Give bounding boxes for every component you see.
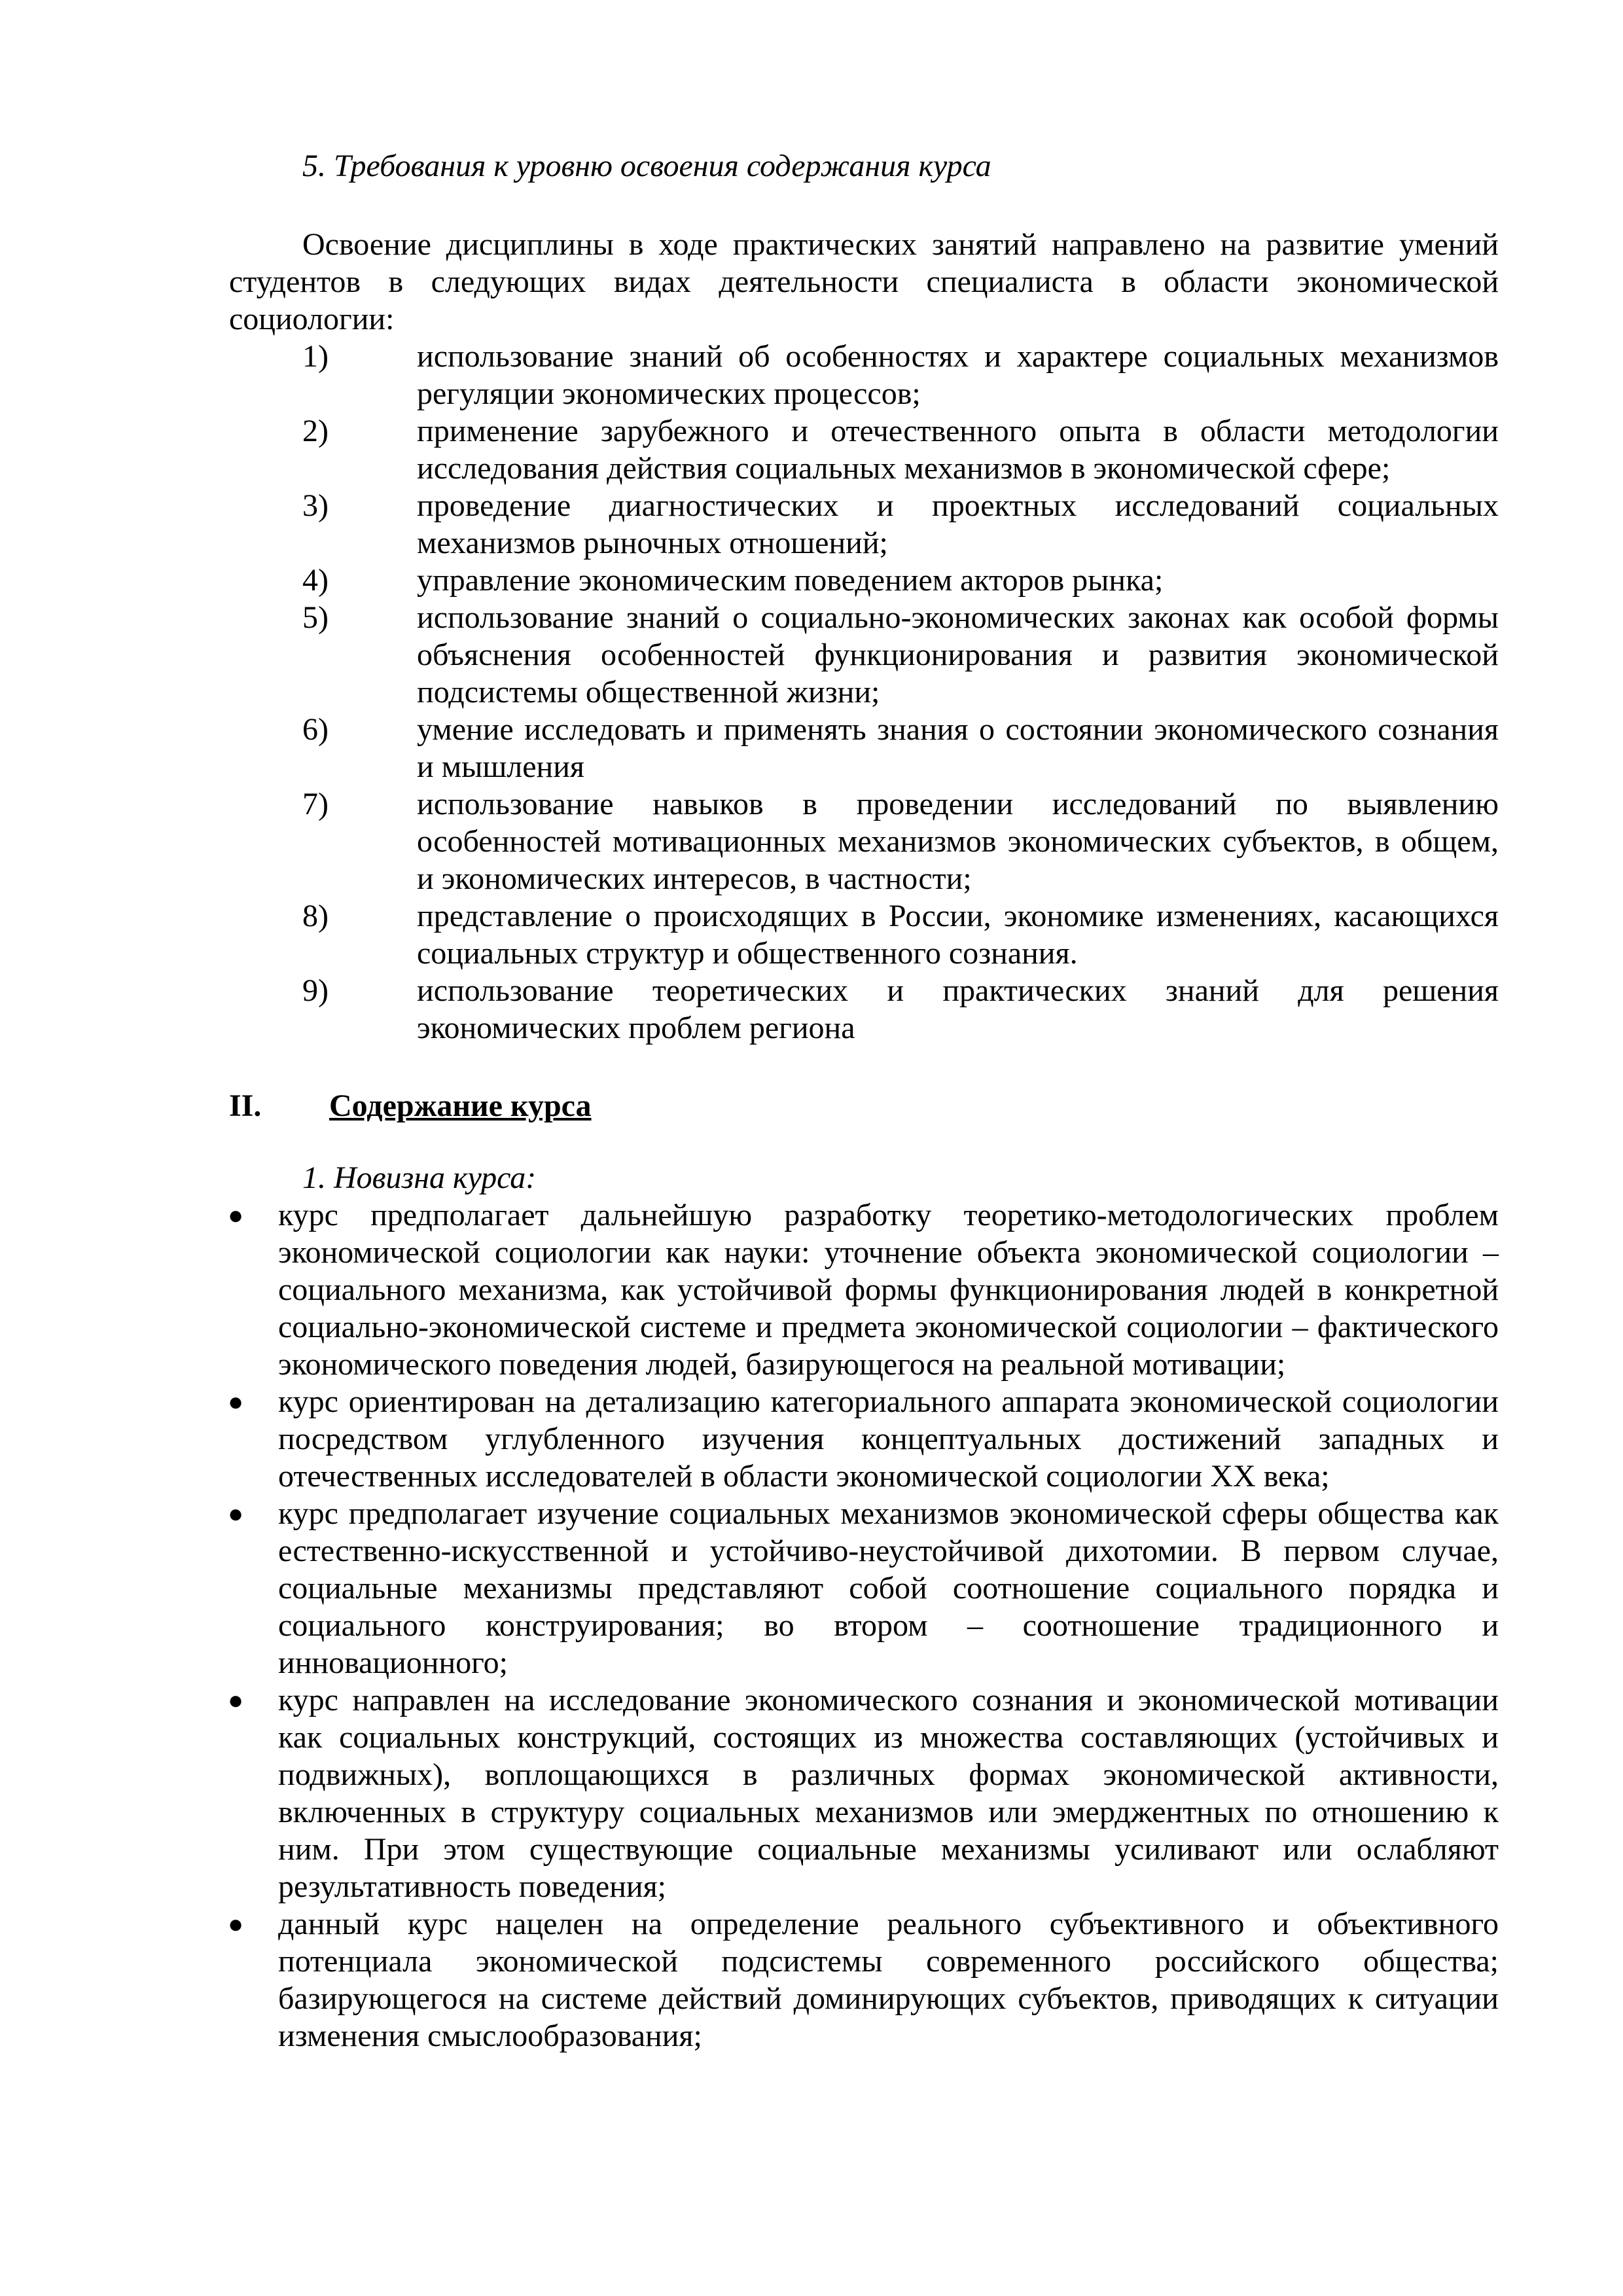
list-item-text: использование знаний о социально-экономических законах как особой формы объяснения особенностей функционирования и развития экономической подсистемы общественной жизни; [417,600,1499,709]
bullet-icon: ● [228,1200,244,1230]
list-item [229,785,1499,897]
list-item-number: 5) [302,600,329,635]
list-item-text: курс предполагает дальнейшую разработку теоретико-методологических проблем экономической социологии как науки: уточнение объекта экономической социологии – социального механизма, как устойчивой формы функционирования людей в конкретной социально-экономической системе и предмета экономической социологии – фактического экономического поведения людей, базирующегося на реальной мотивации; [278,1198,1499,1382]
skills-list [229,338,1499,1047]
list-item [229,1196,1499,1383]
list-item-text: курс ориентирован на детализацию категориального аппарата экономической социологии посредством углубленного изучения концептуальных достижений западных и отечественных исследователей в области экономической социологии XX века; [278,1384,1499,1494]
list-item-number: 7) [302,787,329,821]
list-item-text: данный курс нацелен на определение реального субъективного и объективного потенциала экономической подсистемы современного российского общества; базирующегося на системе действий доминирующих субъектов, приводящих к ситуации изменения смыслообразования; [278,1907,1499,2053]
bullet-icon: ● [228,1387,244,1416]
list-item-number: 4) [302,563,329,598]
list-item [229,562,1499,599]
list-item [229,487,1499,562]
list-item [229,972,1499,1047]
list-item [229,338,1499,412]
section-number: II. [229,1088,262,1123]
list-item-number: 3) [302,488,329,523]
list-item-text: проведение диагностических и проектных исследований социальных механизмов рыночных отношений; [417,488,1499,560]
list-item [229,711,1499,785]
bullet-icon: ● [228,1499,244,1528]
list-item-number: 1) [302,339,329,374]
list-item-number: 9) [302,973,329,1008]
list-item-text: использование теоретических и практических знаний для решения экономических проблем региона [417,973,1499,1045]
list-item [229,1383,1499,1495]
list-item-number: 6) [302,712,329,747]
bullet-icon: ● [228,1909,244,1939]
list-item-text: использование навыков в проведении исследований по выявлению особенностей мотивационных механизмов экономических субъектов, в общем, и экономических интересов, в частности; [417,787,1499,896]
list-item-text: использование знаний об особенностях и характере социальных механизмов регуляции экономических процессов; [417,339,1499,411]
list-item [229,897,1499,972]
list-item-text: представление о происходящих в России, экономике изменениях, касающихся социальных структур и общественного сознания. [417,899,1499,971]
list-item-text: управление экономическим поведением акторов рынка; [417,563,1164,598]
list-item-text: курс направлен на исследование экономического сознания и экономической мотивации как социальных конструкций, состоящих из множества составляющих (устойчивых и подвижных), воплощающихся в различных формах экономической активности, включенных в структуру социальных механизмов или эмерджентных по отношению к ним. При этом существующие социальные механизмы усиливают или ослабляют результативность поведения; [278,1683,1499,1904]
list-item-text: умение исследовать и применять знания о состоянии экономического сознания и мышления [417,712,1499,784]
list-item [229,412,1499,487]
list-item [229,1495,1499,1681]
list-item [229,1681,1499,1905]
section-5-heading: 5. Требования к уровню освоения содержания курса [302,149,991,183]
list-item-number: 2) [302,414,329,448]
list-item [229,599,1499,711]
section-title: Содержание курса [329,1088,592,1123]
section-5-intro: Освоение дисциплины в ходе практических занятий направлено на развитие умений студентов в следующих видах деятельности специалиста в области экономической социологии: [229,227,1499,336]
novelty-subheading: 1. Новизна курса: [302,1160,537,1195]
bullet-icon: ● [228,1685,244,1715]
list-item-text: применение зарубежного и отечественного опыта в области методологии исследования действия социальных механизмов в экономической сфере; [417,414,1499,486]
section-2-heading [229,1087,1499,1124]
novelty-list [229,1196,1499,2054]
list-item [229,1905,1499,2054]
list-item-text: курс предполагает изучение социальных механизмов экономической сферы общества как естественно-искусственной и устойчиво-неустойчивой дихотомии. В первом случае, социальные механизмы представляют собой соотношение социального порядка и социального конструирования; во втором – соотношение традиционного и инновационного; [278,1496,1499,1680]
list-item-number: 8) [302,899,329,933]
